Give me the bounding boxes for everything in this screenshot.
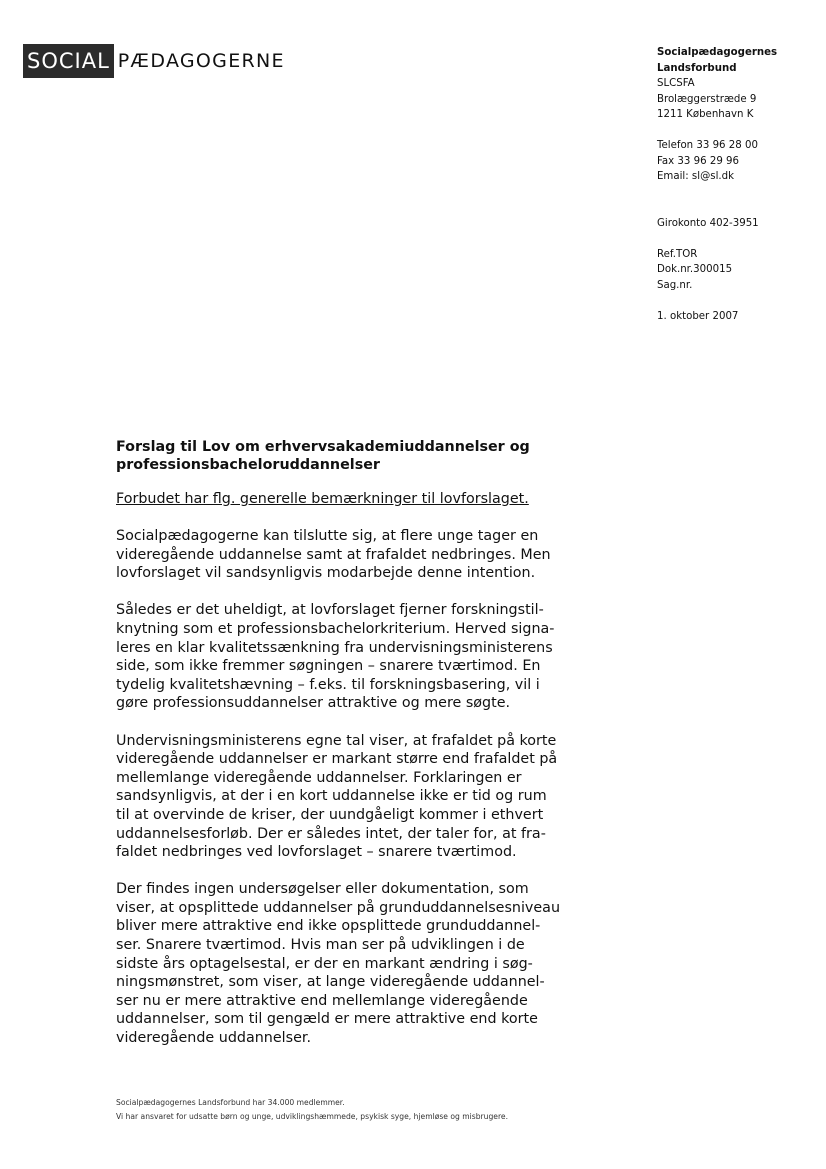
paragraph-line: viser, at opsplittede uddannelser på grunduddannelsesniveau [116,899,560,916]
paragraph-line: videregående uddannelser. [116,1030,311,1047]
paragraph-line: sandsynligvis, at der i en kort uddannelse ikke er tid og rum [116,788,547,805]
footer-line1: Socialpædagogernes Landsforbund har 34.000 medlemmer. [116,1098,345,1107]
paragraph-line: Undervisningsministerens egne tal viser, at frafaldet på korte [116,732,557,749]
org-short: SLCSFA [657,78,695,89]
paragraph-line: mellemlange videregående uddannelser. Forklaringen er [116,769,522,786]
paragraph-line: tydelig kvalitetshævning – f.eks. til forskningsbasering, vil i [116,676,540,693]
paragraph-line: ser. Snarere tværtimod. Hvis man ser på udviklingen i de [116,937,525,954]
paragraph-line: Der findes ingen undersøgelser eller dokumentation, som [116,881,529,898]
paragraph-line: uddannelsesforløb. Der er således intet, der taler for, at fra- [116,825,546,842]
body-text [116,527,560,1066]
sag-nr: Sag.nr. [657,279,693,291]
email: Email: sl@sl.dk [657,171,735,182]
paragraph [116,601,556,713]
paragraph-line: sidste års optagelsestal, er der en markant ændring i søg- [116,955,533,972]
footer [116,1096,508,1124]
paragraph [116,732,556,862]
title-line1: Forslag til Lov om erhvervsakademiuddannelser og [116,439,530,455]
paragraph-line: til at overvinde de kriser, der uundgåeligt kommer i ethvert [116,806,544,823]
paragraph-line: side, som ikke fremmer søgningen – snarere tværtimod. En [116,658,541,675]
org-name-line1: Socialpædagogernes [657,47,778,58]
title-line2: professionsbacheloruddannelser [116,457,380,473]
dok-nr: Dok.nr.300015 [657,264,733,275]
sender-block [657,45,822,324]
date: 1. oktober 2007 [657,310,739,322]
document-title [116,438,616,474]
paragraph [116,527,556,583]
phone: Telefon 33 96 28 00 [657,140,758,151]
paragraph-line: knytning som et professionsbachelorkriterium. Herved signa- [116,620,555,637]
ref: Ref.TOR [657,248,698,260]
paragraph-line: faldet nedbringes ved lovforslaget – snarere tværtimod. [116,844,517,861]
logo-box-text: SOCIAL [23,44,114,78]
fax: Fax 33 96 29 96 [657,155,740,167]
paragraph-line: videregående uddannelse samt at frafaldet nedbringes. Men [116,546,551,563]
paragraph-line: Socialpædagogerne kan tilslutte sig, at flere unge tager en [116,528,539,544]
subheading: Forbudet har flg. generelle bemærkninger til lovforslaget. [116,491,529,507]
paragraph-line: uddannelser, som til gengæld er mere attraktive end korte [116,1011,538,1028]
logo-rest-text: PÆDAGOGERNE [117,50,285,72]
footer-line2: Vi har ansvaret for udsatte børn og unge, udviklingshæmmede, psykisk syge, hjemløse og misbrugere. [116,1112,509,1121]
paragraph-line: ningsmønstret, som viser, at lange videregående uddannel- [116,974,545,991]
paragraph-line: gøre professionsuddannelser attraktive og mere søgte. [116,695,511,712]
logo [23,44,285,78]
paragraph-line: lovforslaget vil sandsynligvis modarbejde denne intention. [116,565,536,582]
paragraph-line: videregående uddannelser er markant større end frafaldet på [116,751,558,768]
street: Brolæggerstræde 9 [657,93,757,105]
paragraph-line: ser nu er mere attraktive end mellemlange videregående [116,992,528,1009]
org-name-line2: Landsforbund [657,62,737,74]
giro: Girokonto 402-3951 [657,217,759,229]
paragraph-line: leres en klar kvalitetssænkning fra undervisningsministerens [116,639,553,656]
paragraph-line: bliver mere attraktive end ikke opsplittede grunduddannel- [116,918,541,935]
paragraph [116,880,560,1047]
city: 1211 København K [657,109,754,120]
paragraph-line: Således er det uheldigt, at lovforslaget fjerner forskningstil- [116,602,544,619]
